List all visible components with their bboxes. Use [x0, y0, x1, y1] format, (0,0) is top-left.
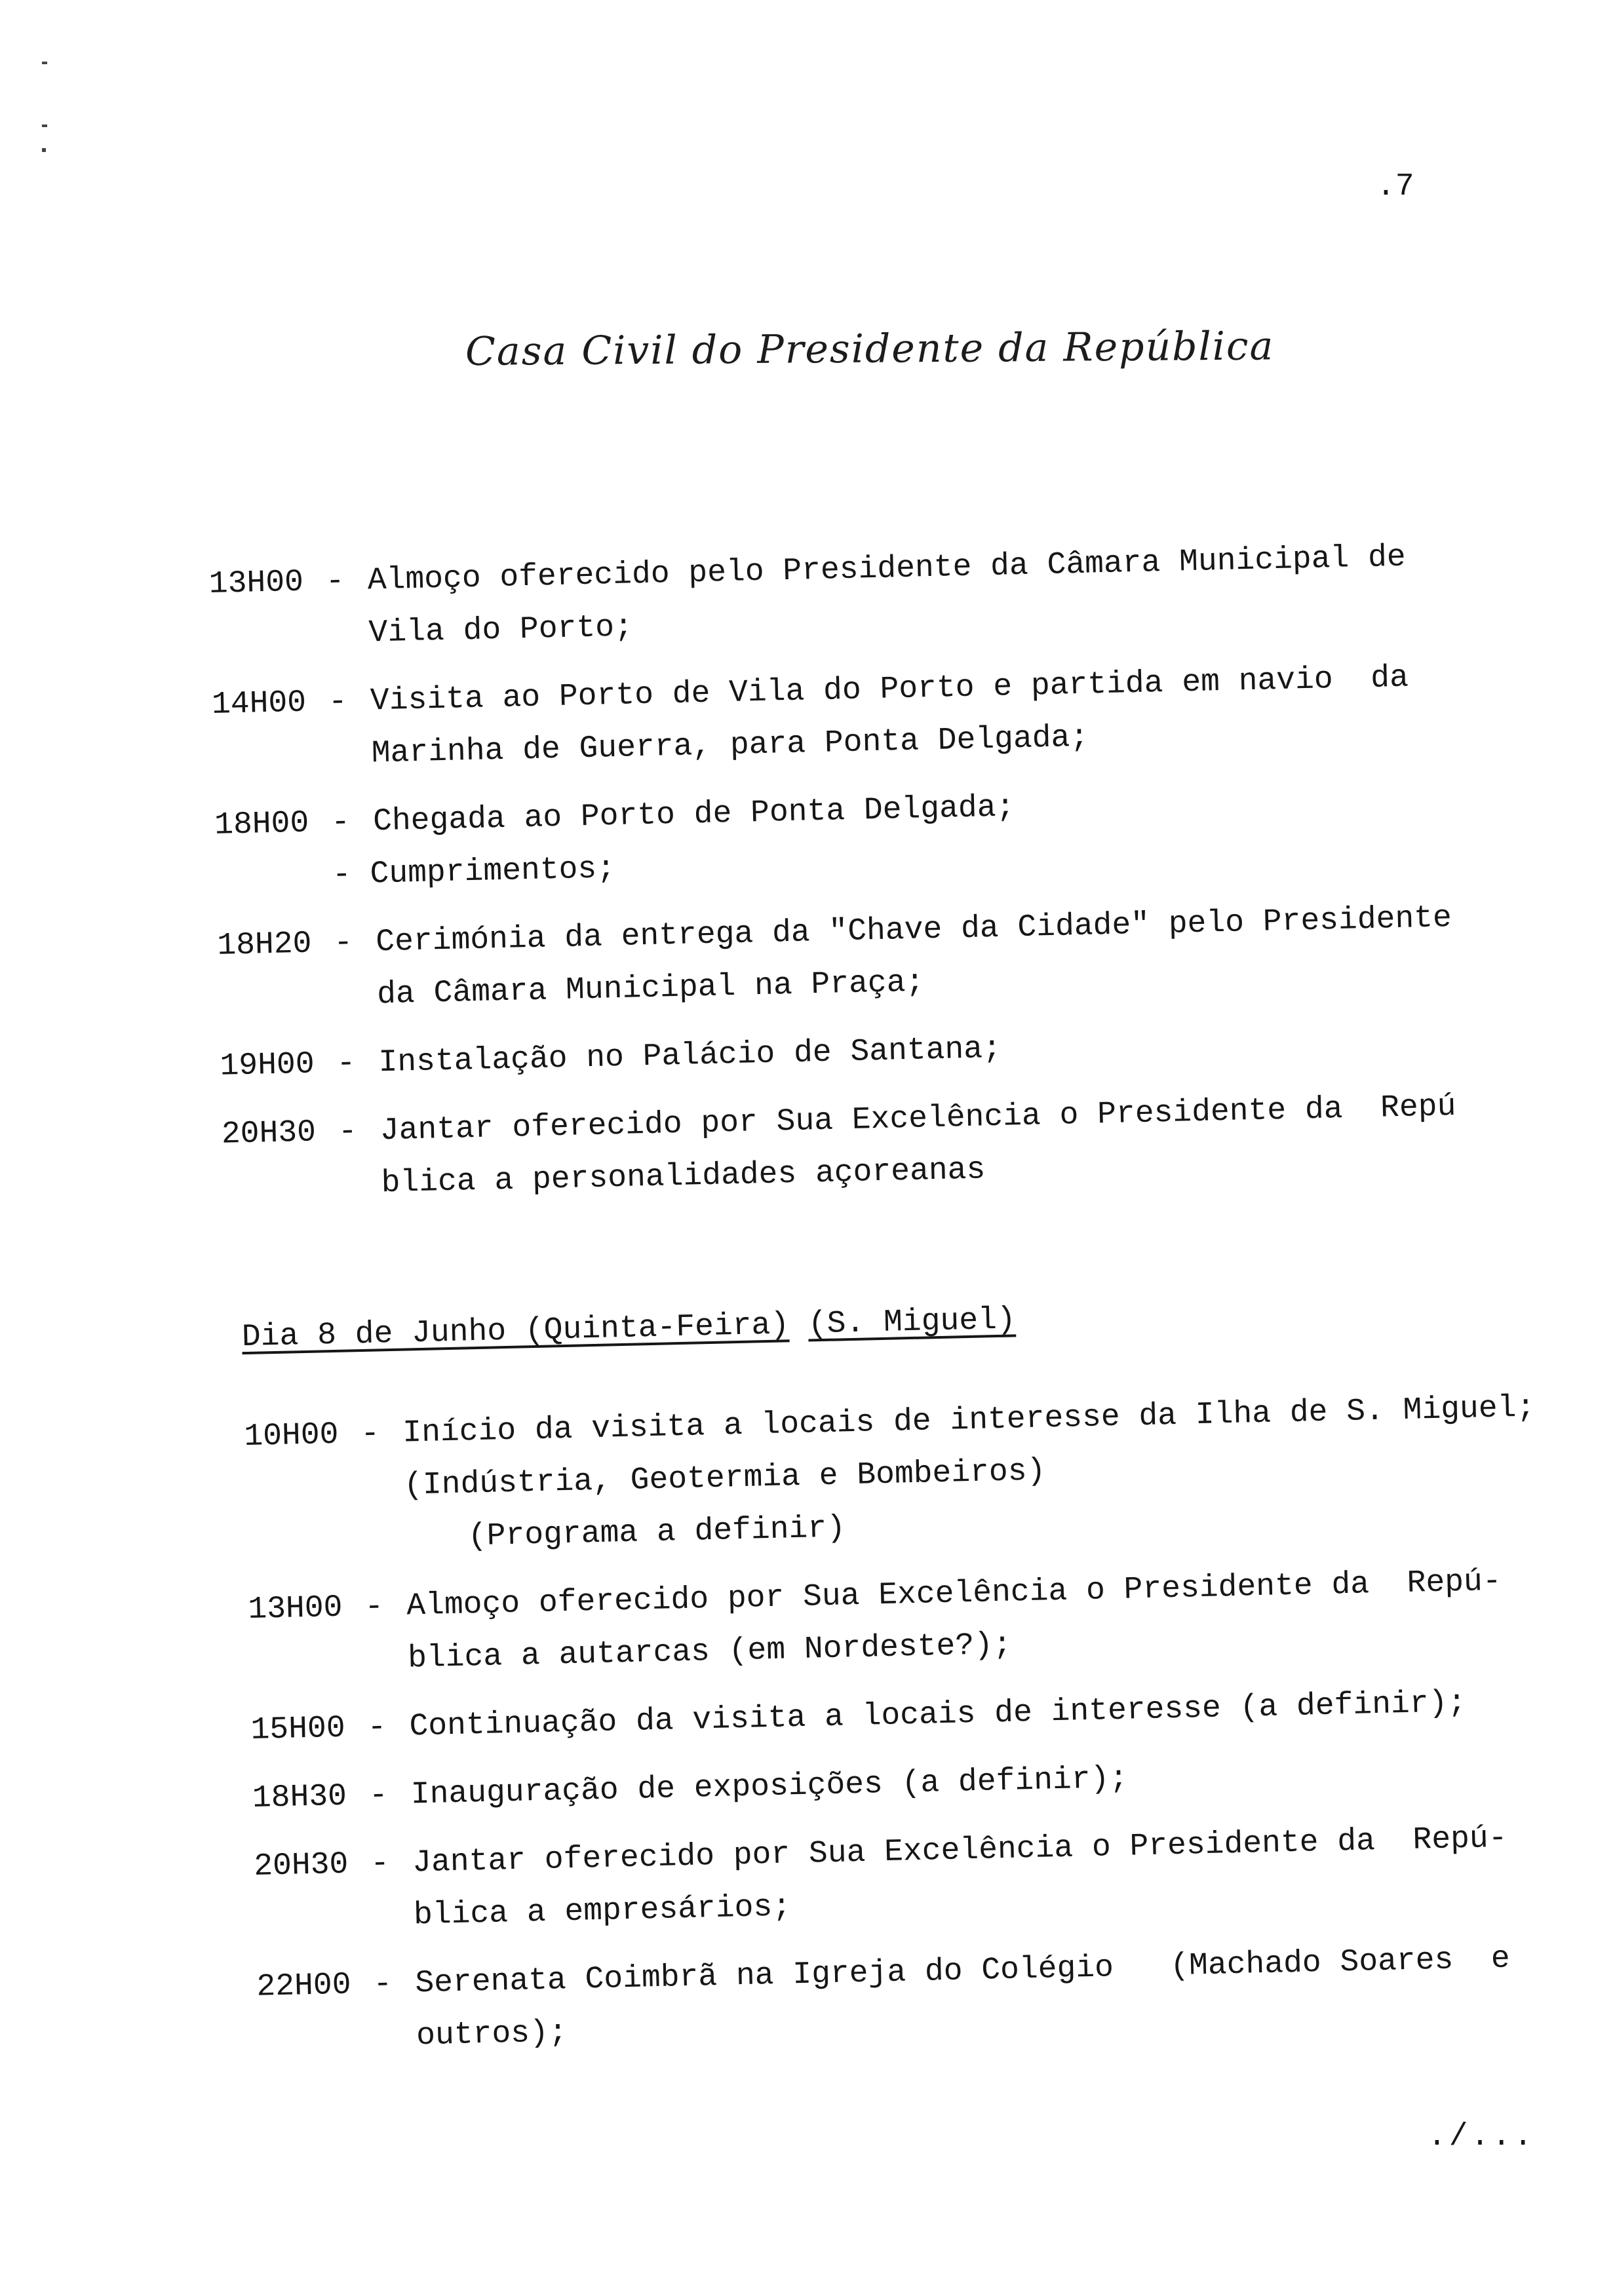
schedule-entry [211, 649, 1550, 784]
schedule-entry [248, 1554, 1571, 1689]
entry-line: (Indústria, Geotermia e Bombeiros) [403, 1453, 1046, 1504]
entry-line: Jantar oferecido por Sua Excelência o Presidente da Repú [379, 1089, 1456, 1149]
entry-line: blica a personalidades açoreanas [381, 1152, 986, 1202]
entry-time: 18H30 [252, 1778, 347, 1816]
entry-time: 18H20 [216, 926, 313, 964]
entry-time: 13H00 [208, 564, 304, 602]
entry-time: 19H00 [219, 1046, 315, 1084]
schedule-list-part1 [208, 528, 1560, 1214]
entry-line: Instalação no Palácio de Santana; [378, 1031, 1002, 1081]
entry-dash: - [328, 684, 348, 720]
schedule-entry [214, 769, 1553, 904]
letterhead: Casa Civil do Presidente da República [465, 323, 1275, 375]
schedule-entry [256, 1931, 1580, 2066]
entry-line: Cerimónia da entrega da "Chave da Cidade" pelo Presidente [375, 900, 1452, 961]
entry-description [412, 1810, 1576, 1942]
entry-time: 18H00 [214, 805, 309, 843]
entry-dash: - [360, 1416, 380, 1453]
entry-dash: - [338, 1114, 358, 1150]
entry-note: (Programa a definir) [467, 1510, 846, 1555]
entry-description [402, 1381, 1568, 1564]
entry-description [415, 1931, 1580, 2062]
entry-line: Marinha de Guerra, para Ponta Delgada; [371, 719, 1089, 772]
scan-speck [42, 124, 47, 127]
entry-line: da Câmara Municipal na Praça; [376, 965, 925, 1013]
schedule-entry [217, 890, 1556, 1025]
entry-dash: - [364, 1589, 384, 1625]
entry-time: 10H00 [243, 1417, 340, 1455]
entry-description [379, 1079, 1560, 1210]
entry-dash: - [368, 1778, 389, 1814]
entry-line: outros); [416, 2015, 568, 2054]
entry-dash: - [372, 1966, 393, 2002]
schedule-entry [244, 1381, 1568, 1568]
entry-line: Início da visita a locais de interesse da Ilha de S. Miguel; [402, 1390, 1536, 1451]
entry-time: 13H00 [247, 1590, 343, 1628]
entry-dash: - [330, 805, 351, 841]
entry-dash: - [325, 564, 345, 600]
entry-time: 22H00 [256, 1967, 352, 2005]
entry-line: Chegada ao Porto de Ponta Delgada; [372, 790, 1015, 840]
entry-line: blica a empresários; [413, 1889, 792, 1934]
schedule-entry [250, 1674, 1572, 1757]
entry-time: 20H30 [253, 1846, 349, 1885]
entry-line: Jantar oferecido por Sua Excelência o Presidente da Repú- [412, 1820, 1508, 1881]
entry-time: 15H00 [250, 1710, 346, 1748]
entry-description [409, 1674, 1572, 1753]
entry-description [375, 890, 1555, 1022]
entry-description [332, 769, 1553, 901]
entry-line: Visita ao Porto de Vila do Porto e partida em navio da [370, 660, 1409, 719]
entry-description [367, 528, 1547, 660]
scan-speck [42, 148, 46, 152]
section-heading-date: Dia 8 de Junho (Quinta-Feira) [241, 1307, 790, 1356]
entry-dash: - [333, 925, 353, 961]
entry-continuation: - Cumprimentos; [332, 851, 616, 893]
entry-line: Inauguração de exposições (a definir); [410, 1761, 1129, 1813]
schedule-entry [208, 528, 1547, 663]
entry-dash: - [366, 1710, 387, 1746]
schedule-entry [221, 1079, 1560, 1214]
entry-line: Almoço oferecido pelo Presidente da Câmara Municipal de [367, 539, 1407, 599]
page-number: .7 [1376, 169, 1414, 204]
entry-line: Serenata Coimbrã na Igreja do Colégio (Machado Soares e [414, 1941, 1511, 2002]
entry-line: blica a autarcas (em Nordeste?); [407, 1627, 1013, 1677]
schedule-list-part2 [244, 1381, 1580, 2065]
schedule-entry [253, 1810, 1576, 1945]
entry-line: Continuação da visita a locais de interesse (a definir); [408, 1685, 1467, 1745]
entry-description [406, 1554, 1570, 1685]
scan-speck [42, 62, 47, 64]
entry-dash: - [370, 1846, 390, 1882]
section-heading-place: (S. Miguel) [808, 1302, 1017, 1343]
entry-line: Vila do Porto; [368, 609, 634, 651]
section-heading [241, 1281, 1563, 1364]
entry-time: 20H30 [221, 1115, 317, 1153]
schedule-entry [252, 1742, 1574, 1825]
entry-description [410, 1742, 1574, 1821]
entry-dash: - [336, 1046, 356, 1082]
entry-description [378, 1010, 1557, 1090]
entry-description [370, 649, 1550, 780]
entry-time: 14H00 [211, 685, 307, 723]
entry-line: Almoço oferecido por Sua Excelência o Presidente da Repú- [406, 1563, 1502, 1624]
schedule-entry [220, 1010, 1557, 1093]
footer-continuation: ./... [1428, 2119, 1536, 2154]
schedule-document [208, 528, 1580, 2082]
